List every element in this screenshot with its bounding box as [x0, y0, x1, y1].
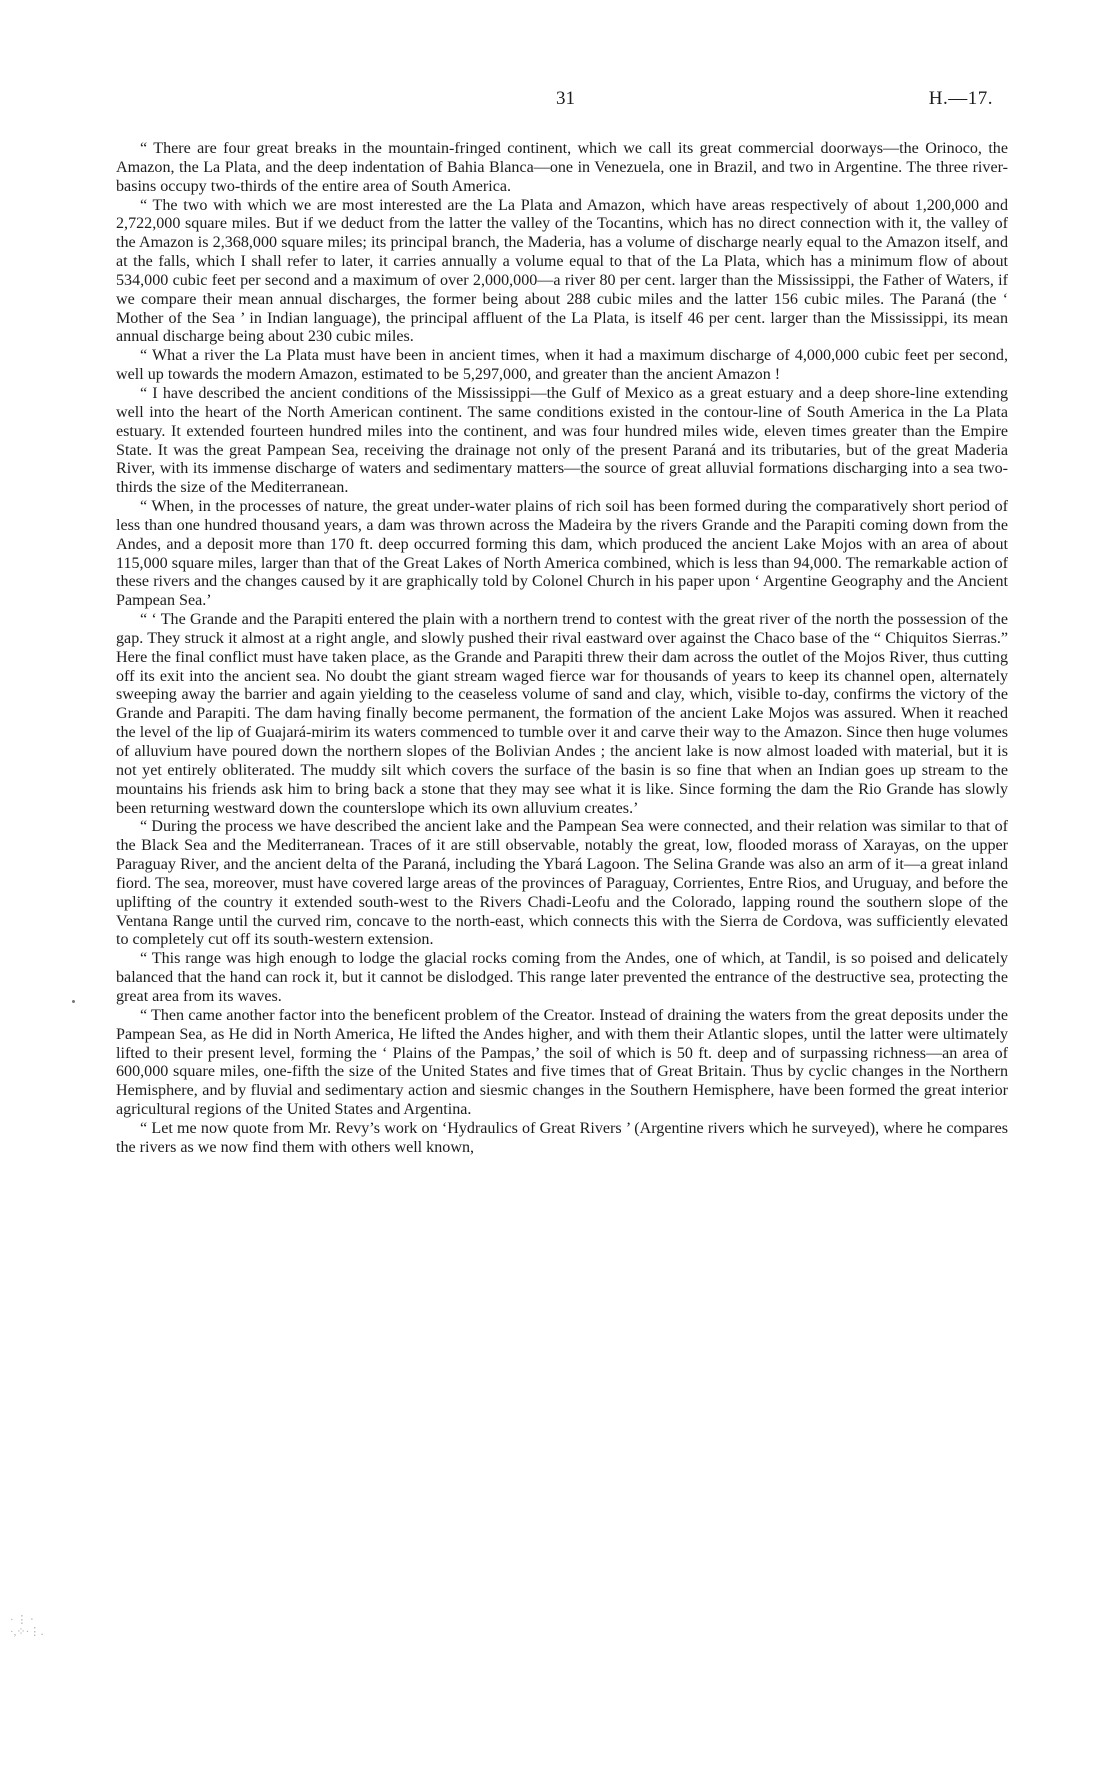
margin-mark	[72, 1000, 75, 1003]
paragraph-grande-parapiti: “ ‘ The Grande and the Parapiti entered the plain with a northern trend to contest with the great river of the north the possession of the gap. They struck it almost at a right angle, and slowly pushed their rival eastward over against the Chaco base of the “ Chiquitos Sierras.” Here the final conflict must have taken place, as the Grande and Parapiti threw their dam across the outlet of the Mojos River, thus cutting off its exit into the ancient sea. No doubt the giant stream waged fierce war for thousands of years to keep its channel open, alternately sweeping away the barrier and again yielding to the ceaseless volume of sand and clay, which, visible to-day, confirms the victory of the Grande and Parapiti. The dam having finally become permanent, the formation of the ancient Lake Mojos was assured. When it reached the level of the lip of Guajará-mirim its waters commenced to tumble over it and carve their way to the Amazon. Since then huge volumes of alluvium have poured down the northern slopes of the Bolivian Andes ; the ancient lake is now almost loaded with material, but it is not yet entirely obliterated. The muddy silt which covers the surface of the basin is so fine that when an Indian goes up stream to the mountains his friends ask him to bring back a stone that they may see what it is like. Since forming the dam the Rio Grande has slowly been returning westward down the counterslope which its own alluvium creates.’	[116, 611, 1008, 817]
scan-artifact: · ⋮ ‧ ·,⁘·⋮․	[10, 1614, 44, 1638]
page-number: 31	[556, 88, 575, 109]
page-code: H.—17.	[928, 88, 993, 109]
paragraph-pampean-sea: “ I have described the ancient conditions of the Mississippi—the Gulf of Mexico as a great estuary and a deep shore-line extending well into the heart of the North American continent. The same conditions existed in the contour-line of South America in the La Plata estuary. It extended fourteen hundred miles into the continent, and was four hundred miles wide, eleven times greater than the Empire State. It was the great Pampean Sea, receiving the drainage not only of the present Paraná and its tributaries, but of the great Maderia River, with its immense discharge of waters and sedimentary matters—the source of great alluvial formations discharging into a sea two-thirds the size of the Mediterranean.	[116, 384, 1008, 497]
document-body	[116, 140, 1008, 1158]
paragraph-la-plata-amazon: “ The two with which we are most interested are the La Plata and Amazon, which have areas respectively of about 1,200,000 and 2,722,000 square miles. But if we deduct from the latter the valley of the Tocantins, which has no direct connection with it, the valley of the Amazon is 2,368,000 square miles; its principal branch, the Maderia, has a volume of discharge nearly equal to the Amazon itself, and at the falls, which I shall refer to later, it carries annually a volume equal to that of the La Plata, which has a minimum flow of about 534,000 cubic feet per second and a maximum of over 2,000,000—a river 80 per cent. larger than the Mississippi, the Father of Waters, if we compare their mean annual discharges, the former being about 288 cubic miles and the latter 156 cubic miles. The Paraná (the ‘ Mother of the Sea ’ in Indian language), the principal affluent of the La Plata, is itself 46 per cent. larger than the Mississippi, its mean annual discharge being about 230 cubic miles.	[116, 196, 1008, 346]
paragraph-plains-of-pampas: “ Then came another factor into the beneficent problem of the Creator. Instead of draining the waters from the great deposits under the Pampean Sea, as He did in North America, He lifted the Andes higher, and with them their Atlantic slopes, until the latter were ultimately lifted to their present level, forming the ‘ Plains of the Pampas,’ the soil of which is 50 ft. deep and of surpassing richness—an area of 600,000 square miles, one-fifth the size of the United States and five times that of Great Britain. Thus by cyclic changes in the Northern Hemisphere, and by fluvial and sedimentary action and siesmic changes in the Southern Hemisphere, have been formed the great interior agricultural regions of the United States and Argentina.	[116, 1006, 1008, 1119]
paragraph-revy-quote: “ Let me now quote from Mr. Revy’s work on ‘Hydraulics of Great Rivers ’ (Argentine rivers which he surveyed), where he compares the rivers as we now find them with others well known,	[116, 1119, 1008, 1156]
paragraph-lake-mojos: “ When, in the processes of nature, the great under-water plains of rich soil has been formed during the comparatively short period of less than one hundred thousand years, a dam was thrown across the Madeira by the rivers Grande and the Parapiti coming down from the Andes, and a deposit more than 170 ft. deep occurred forming this dam, which produced the ancient Lake Mojos with an area of about 115,000 square miles, larger than that of the Great Lakes of North America combined, which is less than 94,000. The remarkable action of these rivers and the changes caused by it are graphically told by Colonel Church in his paper upon ‘ Argentine Geography and the Ancient Pampean Sea.’	[116, 498, 1008, 610]
paragraph-ancient-la-plata: “ What a river the La Plata must have been in ancient times, when it had a maximum discharge of 4,000,000 cubic feet per second, well up towards the modern Amazon, estimated to be 5,297,000, and greater than the ancient Amazon !	[116, 347, 1008, 384]
paragraph-commercial-doorways: “ There are four great breaks in the mountain-fringed continent, which we call its great commercial doorways—the Orinoco, the Amazon, the La Plata, and the deep indentation of Bahia Blanca—one in Venezuela, one in Brazil, and two in Argentine. The three river-basins occupy two-thirds of the entire area of South America.	[116, 140, 1008, 195]
paragraph-connected-seas: “ During the process we have described the ancient lake and the Pampean Sea were connected, and their relation was similar to that of the Black Sea and the Mediterranean. Traces of it are still observable, notably the great, low, flooded morass of Xarayas, on the upper Paraguay River, and the ancient delta of the Paraná, including the Ybará Lagoon. The Selina Grande was also an arm of it—a great inland fiord. The sea, moreover, must have covered large areas of the provinces of Paraguay, Corrientes, Entre Rios, and Uruguay, and before the uplifting of the country it extended south-west to the Rivers Chadi-Leofu and the Colorado, lapping round the southern slope of the Ventana Range until the curved rim, concave to the north-east, which connects this with the Sierra de Cordova, was sufficiently elevated to completely cut off its south-western extension.	[116, 818, 1008, 949]
page-header	[0, 88, 1114, 112]
paragraph-tandil-range: “ This range was high enough to lodge the glacial rocks coming from the Andes, one of which, at Tandil, is so poised and delicately balanced that the hand can rock it, but it cannot be dislodged. This range later prevented the entrance of the destructive sea, protecting the great area from its waves.	[116, 950, 1008, 1005]
